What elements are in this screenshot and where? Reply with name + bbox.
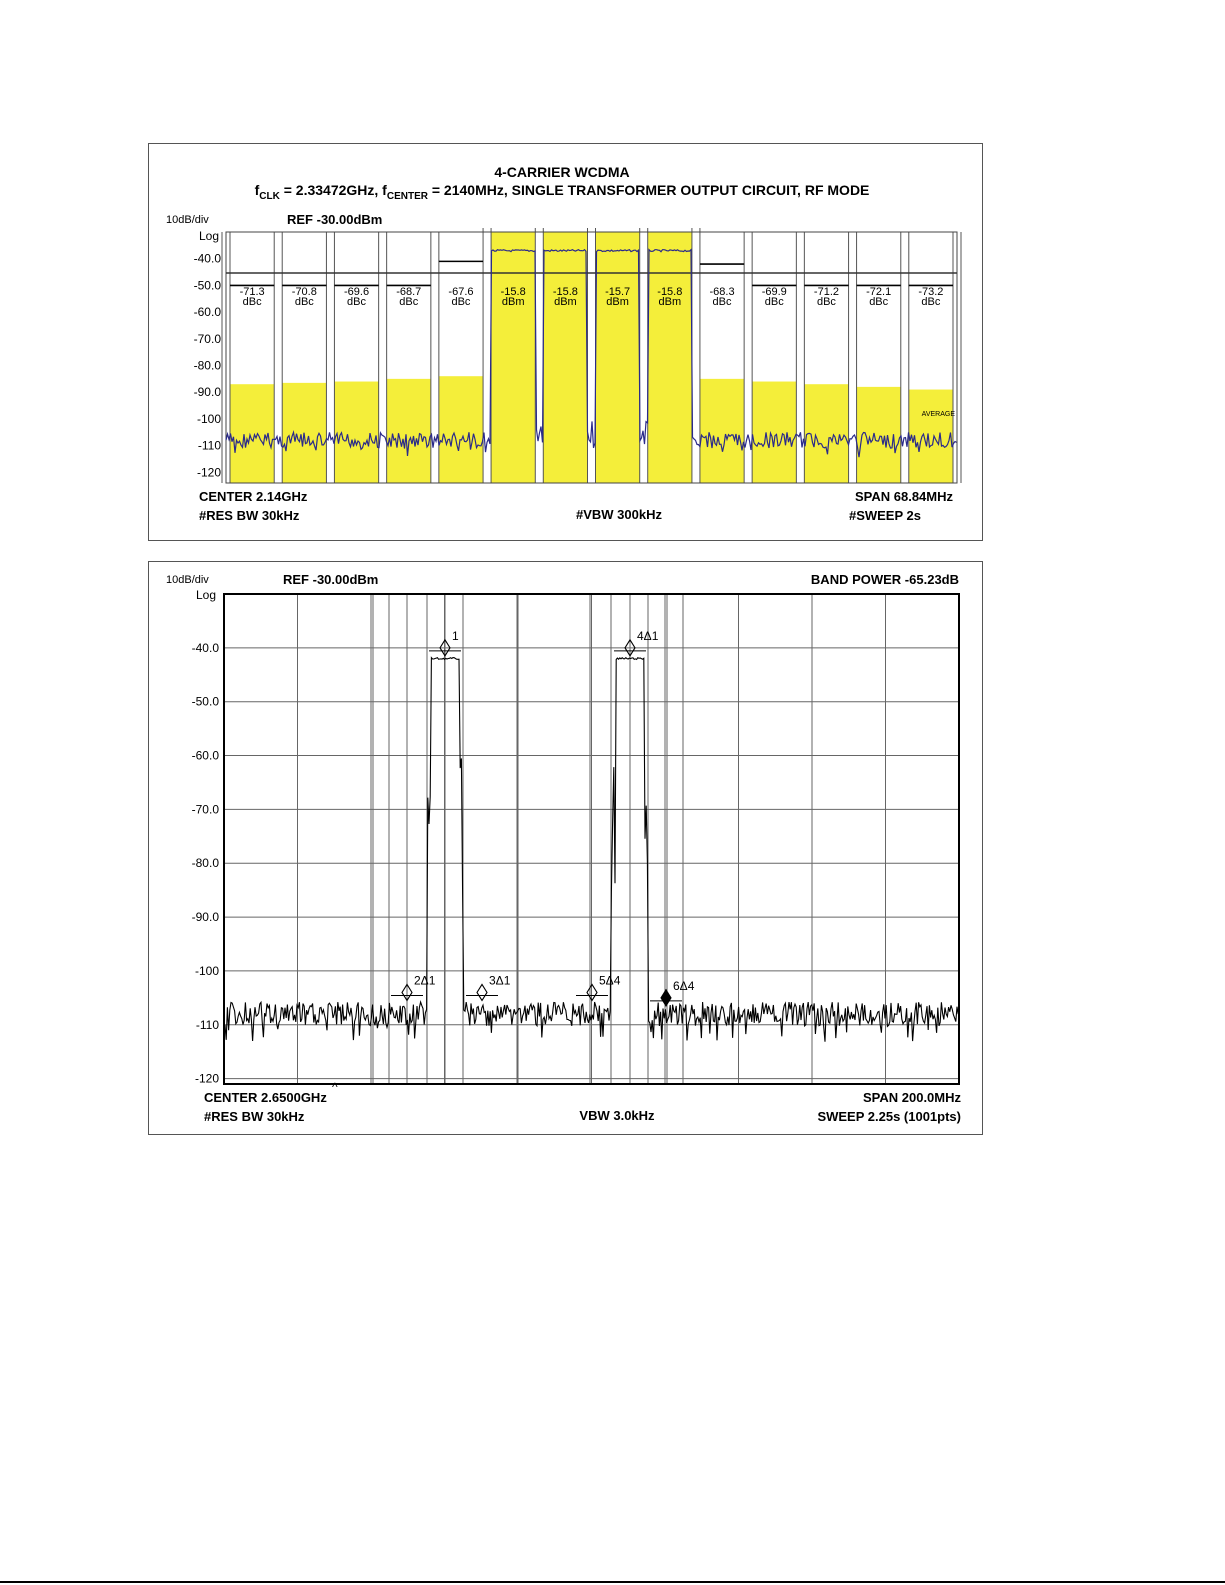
y-tick-label: -110 — [197, 438, 221, 453]
channel-value: -15.8 — [657, 286, 683, 298]
channel-value: -15.7 — [605, 286, 631, 298]
band-power-chart — [149, 562, 982, 1134]
y-tick-label: -100 — [194, 963, 219, 978]
y-tick-label: -40.0 — [191, 640, 219, 655]
channel-value: -15.8 — [500, 286, 526, 298]
y-tick-label: -60.0 — [191, 748, 219, 763]
channel-unit: dBc — [921, 296, 941, 308]
y-tick-label: -80.0 — [193, 358, 221, 373]
channel-bar — [439, 376, 483, 483]
channel-unit: dBc — [764, 296, 784, 308]
channel-bar — [648, 232, 692, 483]
grid — [222, 228, 961, 483]
channel-value: -72.1 — [866, 286, 892, 298]
channel-bar — [700, 379, 744, 483]
channel-bar — [491, 232, 535, 483]
wcdma-spectrum-panel — [148, 143, 983, 541]
channel-unit: dBc — [869, 296, 889, 308]
y-tick-label: -90.0 — [193, 385, 221, 400]
y-tick-label: -120 — [196, 465, 221, 480]
channel-unit: dBc — [816, 296, 836, 308]
y-axis-ticks — [192, 641, 220, 1086]
channel-bar — [752, 382, 796, 483]
markers — [391, 629, 695, 1006]
y-tick-label: -90.0 — [191, 910, 219, 925]
channel-value: -15.8 — [552, 286, 578, 298]
log-label: Log — [195, 588, 216, 602]
ref-level: REF -30.00dBm — [283, 572, 379, 587]
y-tick-label: -40.0 — [193, 251, 221, 266]
channel-unit: dBc — [347, 296, 367, 308]
marker-label: 5Δ4 — [599, 973, 621, 988]
y-tick-label: -70.0 — [193, 331, 221, 346]
page-bottom-rule — [0, 1581, 1225, 1583]
sweep: SWEEP 2.25s (1001pts) — [817, 1109, 961, 1124]
channel-unit: dBc — [712, 296, 732, 308]
chart-subtitle: $f_{CLK} = 2.33472GHz$, $f_{CENTER} = 2140MHz$, SINGLE TRANSFORMER OUTPUT CIRCUIT, RF MODE — [254, 182, 870, 202]
marker-label: 3Δ1 — [489, 973, 511, 988]
center-freq: CENTER 2.6500GHz — [204, 1090, 327, 1105]
y-axis-ticks — [194, 252, 222, 480]
channel-value: -69.9 — [761, 286, 787, 298]
channel-unit: dBm — [606, 296, 629, 308]
channel-value: -68.7 — [396, 286, 422, 298]
y-tick-label: -60.0 — [193, 305, 221, 320]
channel-value: -73.2 — [918, 286, 944, 298]
y-tick-label: -120 — [194, 1071, 219, 1086]
y-tick-label: -50.0 — [191, 694, 219, 709]
y-tick-label: -50.0 — [193, 278, 221, 293]
channel-value: -68.3 — [709, 286, 735, 298]
channel-unit: dBc — [242, 296, 262, 308]
channel-value: -69.6 — [343, 286, 370, 298]
y-tick-label: -80.0 — [191, 856, 219, 871]
y-tick-label: -100 — [196, 411, 221, 426]
channel-value: -71.2 — [813, 286, 840, 298]
ref-level: REF -30.00dBm — [287, 212, 383, 227]
chart-title: 4-CARRIER WCDMA — [494, 164, 630, 180]
channel-value: -70.8 — [291, 286, 317, 298]
channel-bars — [230, 232, 953, 483]
span: SPAN 200.0MHz — [862, 1090, 961, 1105]
scale-label: 10dB/div — [166, 214, 209, 226]
res-bw: #RES BW 30kHz — [199, 508, 300, 523]
channel-value: -71.3 — [239, 286, 265, 298]
channel-bar — [543, 232, 587, 483]
y-tick-label: -110 — [195, 1017, 219, 1032]
channel-unit: dBm — [658, 296, 682, 308]
channel-unit: dBc — [294, 296, 314, 308]
marker-label: 4Δ1 — [637, 628, 659, 643]
marker-label: 6Δ4 — [673, 978, 695, 993]
channel-bar — [909, 390, 953, 483]
center-freq: CENTER 2.14GHz — [199, 489, 308, 504]
channel-bar — [596, 232, 640, 483]
channel-value: -67.6 — [448, 286, 474, 298]
vbw: #VBW 300kHz — [576, 507, 662, 522]
channel-unit: dBm — [554, 296, 577, 308]
log-label: Log — [198, 229, 219, 243]
center-caret: ^ — [332, 1080, 338, 1094]
wcdma-spectrum-chart — [149, 144, 982, 540]
channel-unit: dBm — [501, 296, 525, 308]
channel-unit: dBc — [451, 296, 471, 308]
channel-unit: dBc — [399, 296, 419, 308]
marker-diamond — [661, 990, 671, 1006]
res-bw: #RES BW 30kHz — [204, 1109, 305, 1124]
band-power: BAND POWER -65.23dB — [810, 572, 959, 587]
channel-labels — [240, 286, 944, 308]
marker-label: 2Δ1 — [414, 973, 436, 988]
sweep: #SWEEP 2s — [848, 508, 921, 523]
average-label: AVERAGE — [921, 411, 955, 418]
y-tick-label: -70.0 — [191, 802, 219, 817]
span: SPAN 68.84MHz — [854, 489, 953, 504]
scale-label: 10dB/div — [166, 574, 209, 586]
channel-bar — [387, 379, 431, 483]
marker-diamond — [477, 984, 487, 1000]
marker-label: 1 — [452, 628, 459, 643]
vbw: VBW 3.0kHz — [579, 1108, 655, 1123]
band-power-panel — [148, 561, 983, 1135]
